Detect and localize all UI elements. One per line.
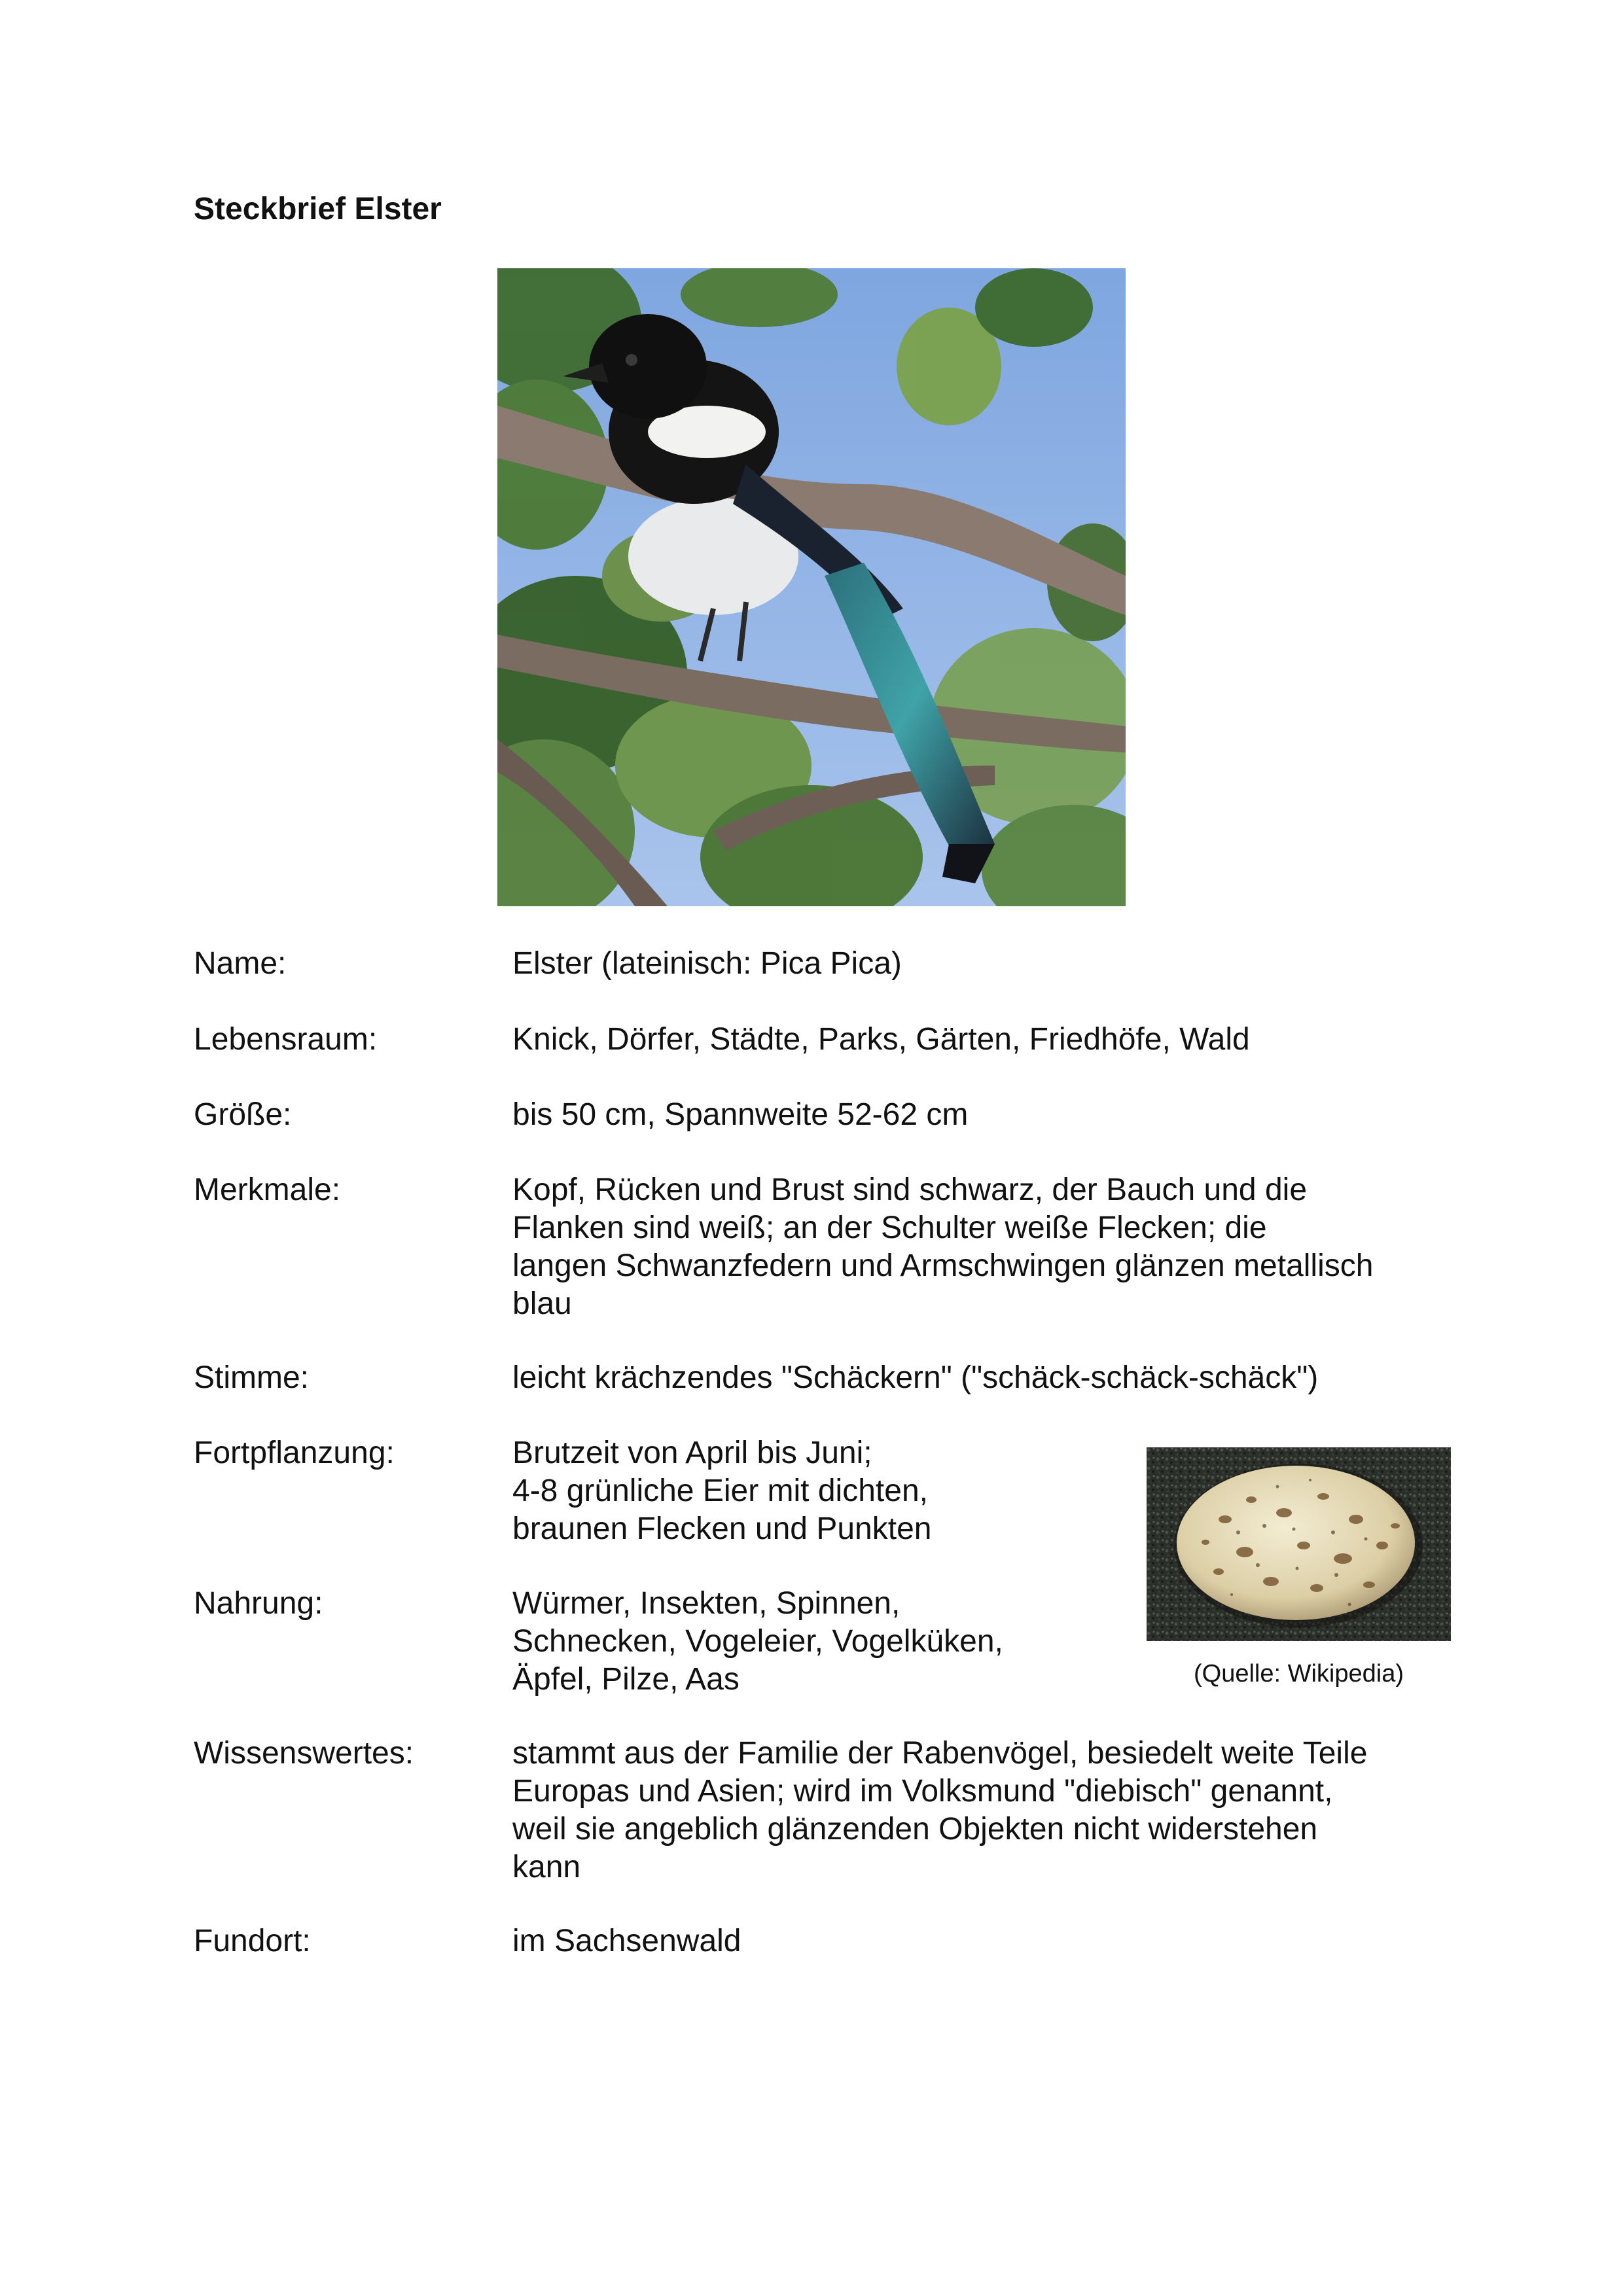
location-label: Fundort: <box>194 1924 311 1958</box>
features-value: Kopf, Rücken und Brust sind schwarz, der Bauch und die Flanken sind weiß; an der Schulter weiße Flecken; die langen Schwanzfedern und Armschwingen glänzen metallisch blau <box>512 1173 1374 1321</box>
food-label: Nahrung: <box>194 1586 323 1621</box>
habitat-value: Knick, Dörfer, Städte, Parks, Gärten, Friedhöfe, Wald <box>512 1022 1250 1057</box>
magpie-photo <box>497 268 1126 906</box>
name-value: Elster (lateinisch: Pica Pica) <box>512 946 902 981</box>
habitat-label: Lebensraum: <box>194 1022 378 1057</box>
size-label: Größe: <box>194 1097 292 1132</box>
facts-label: Wissenswertes: <box>194 1736 414 1771</box>
reproduction-value: Brutzeit von April bis Juni; 4-8 grünliche Eier mit dichten, braunen Flecken und Punkten <box>512 1436 932 1546</box>
page-title: Steckbrief Elster <box>194 192 442 226</box>
name-label: Name: <box>194 946 287 981</box>
reproduction-label: Fortpflanzung: <box>194 1436 395 1470</box>
food-value: Würmer, Insekten, Spinnen, Schnecken, Vogeleier, Vogelküken, Äpfel, Pilze, Aas <box>512 1586 1003 1697</box>
facts-value: stammt aus der Familie der Rabenvögel, besiedelt weite Teile Europas und Asien; wird im Volksmund "diebisch" genannt, weil sie angeblich glänzenden Objekten nicht widerstehen kann <box>512 1736 1368 1884</box>
egg-photo-caption: (Quelle: Wikipedia) <box>1194 1660 1404 1687</box>
voice-value: leicht krächzendes "Schäckern" ("schäck-schäck-schäck") <box>512 1360 1319 1395</box>
features-label: Merkmale: <box>194 1173 341 1207</box>
location-value: im Sachsenwald <box>512 1924 741 1958</box>
voice-label: Stimme: <box>194 1360 310 1395</box>
size-value: bis 50 cm, Spannweite 52-62 cm <box>512 1097 969 1132</box>
egg-photo <box>1147 1447 1451 1641</box>
